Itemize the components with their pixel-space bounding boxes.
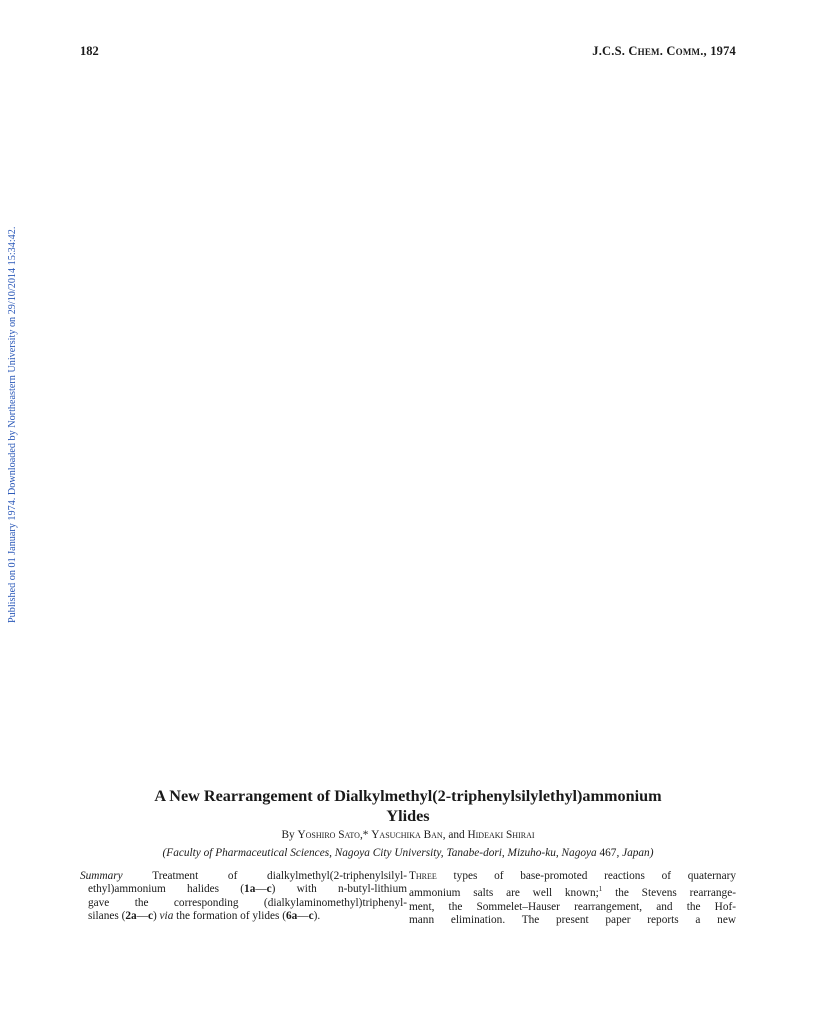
title-line-2: Ylides <box>386 807 430 825</box>
page-number: 182 <box>80 44 99 58</box>
body-line: mann elimination. The present paper reports a new <box>409 913 736 926</box>
title-line-1: A New Rearrangement of Dialkylmethyl(2-triphenylsilylethyl)ammonium <box>154 787 662 805</box>
summary-line: silanes (2a—c) via the formation of ylides (6a—c). <box>88 910 321 923</box>
affiliation: (Faculty of Pharmaceutical Sciences, Nagoya City University, Tanabe-dori, Mizuho-ku, Nagoya 467, Japan) <box>162 847 654 859</box>
lead-word: Three <box>409 870 437 882</box>
summary-line: gave the corresponding (dialkylaminomethyl)triphenyl- <box>88 896 407 909</box>
body-column <box>409 870 736 927</box>
summary-column <box>80 870 407 924</box>
body-line: ment, the Sommelet–Hauser rearrangement, and the Hof- <box>409 900 736 913</box>
journal-header: J.C.S. Chem. Comm., 1974 <box>592 44 736 58</box>
summary-label: Summary <box>80 870 123 882</box>
body-line: ammonium salts are well known;$^1$ the Stevens rearrange- <box>409 885 736 900</box>
body-line: Three types of base-promoted reactions of quaternary <box>409 870 737 882</box>
summary-line: ethyl)ammonium halides (1a—c) with n-butyl-lithium <box>88 883 408 896</box>
summary-line: Summary Treatment of dialkylmethyl(2-triphenylsilyl- <box>80 870 407 882</box>
article-title <box>60 786 756 826</box>
download-watermark[interactable]: Published on 01 January 1974. Downloaded by Northeastern University on 29/10/2014 15:34:42. <box>7 226 18 623</box>
author-list: By Yoshiro Sato,* Yasuchika Ban, and Hideaki Shirai <box>281 829 535 841</box>
